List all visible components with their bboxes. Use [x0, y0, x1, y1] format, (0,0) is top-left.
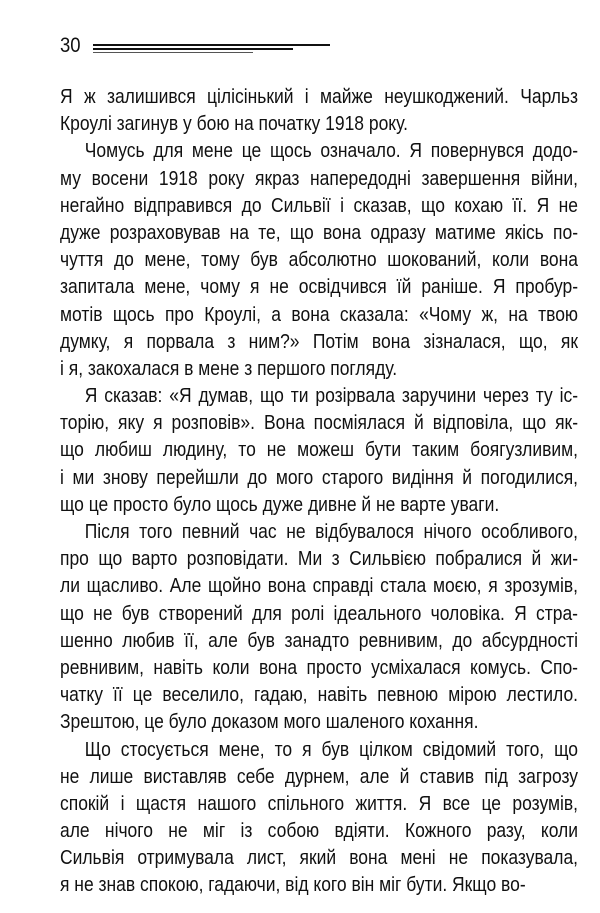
text-line-content: думку, я порвала з ним?» Потім вона зізналася, що, як [60, 329, 579, 353]
text-line [60, 382, 578, 409]
text-line [60, 627, 578, 654]
text-line-content: я не знав спокою, гадаючи, від кого він міг бути. Якщо во- [60, 873, 526, 897]
text-line [60, 165, 578, 192]
text-line [60, 871, 578, 898]
text-line [60, 192, 578, 219]
text-line-content: запитала мене, чому я не освідчився їй раніше. Я пробур- [60, 275, 579, 299]
text-line [60, 817, 578, 844]
text-line-content: що любиш людину, то не можеш бути таким боягузливим, [60, 438, 579, 462]
page-number: 30 [60, 34, 81, 57]
text-line [60, 600, 578, 627]
header-rule [93, 52, 253, 53]
text-line-content: і ми знову перейшли до мого старого видіння й погодилися, [60, 465, 579, 489]
text-line-content: Я ж залишився цілісінький і майже неушкоджений. Чарльз [60, 85, 579, 108]
text-line-content: що не був створений для ролі ідеального чоловіка. Я стра- [60, 601, 579, 625]
header-rule [93, 48, 293, 50]
text-line [60, 681, 578, 708]
text-line-content: ревнивим, навіть коли вона просто усміхалася комусь. Спо- [60, 655, 579, 679]
text-line-content: Чомусь для мене це щось означало. Я повернувся додо- [84, 139, 579, 163]
text-line-content: не лише виставляв себе дурнем, але й ставив під загрозу [60, 764, 579, 788]
text-line [60, 654, 578, 681]
text-line [60, 844, 578, 871]
text-line [60, 545, 578, 572]
text-line-content: чатку її це веселило, гадаю, навіть певною мірою лестило. [60, 683, 579, 707]
text-line-content: Я сказав: «Я думав, що ти розірвала заручини через ту іс- [84, 384, 579, 408]
text-line-content: Після того певний час не відбувалося нічого особливого, [84, 520, 579, 543]
text-line-content: Кроулі загинув у бою на початку 1918 року. [60, 112, 408, 136]
text-line [60, 110, 578, 137]
text-line-content: про що варто розповідати. Ми з Сильвією побралися й жи- [60, 547, 579, 571]
running-header [60, 34, 360, 60]
text-line [60, 572, 578, 599]
text-line-content: мотів щось про Кроулі, а вона сказала: «Чому ж, на твою [60, 302, 579, 326]
text-line-content: Що стосується мене, то я був цілком свідомий того, що [84, 737, 579, 761]
text-line-content: негайно відправився до Сильвії і сказав, що кохаю її. Я не [60, 193, 579, 217]
text-line-content: торію, яку я розповів». Вона посміялася й відповіла, що як- [60, 411, 579, 435]
text-line [60, 328, 578, 355]
text-line [60, 763, 578, 790]
page-body-text [60, 83, 578, 899]
text-line [60, 790, 578, 817]
text-line [60, 708, 578, 735]
text-line-content: шенно любив її, але був занадто ревнивим, до абсурдності [60, 628, 579, 652]
text-line-content: ли щасливо. Але щойно вона справді стала моєю, я зрозумів, [60, 574, 579, 598]
text-line-content: спокій і щастя нашого спільного життя. Я все це розумів, [60, 791, 579, 815]
text-line [60, 436, 578, 463]
text-line [60, 273, 578, 300]
text-line-content: Сильвія отримувала лист, який вона мені не показувала, [60, 846, 579, 870]
text-line-content: му восени 1918 року якраз напередодні завершення війни, [60, 166, 579, 190]
text-line [60, 491, 578, 518]
text-line [60, 464, 578, 491]
text-line-content: чуття до мене, тому був абсолютно шокований, коли вона [60, 248, 579, 272]
text-line [60, 219, 578, 246]
header-rule [93, 44, 330, 46]
text-line-content: але нічого не міг із собою вдіяти. Кожного разу, коли [60, 819, 579, 843]
text-line [60, 301, 578, 328]
text-line [60, 83, 578, 110]
text-line-content: і я, закохалася в мене з першого погляду. [60, 356, 398, 380]
text-line-content: що це просто було щось дуже дивне й не варте уваги. [60, 492, 500, 516]
text-line-content: Зрештою, це було доказом мого шаленого кохання. [60, 710, 479, 734]
text-line [60, 409, 578, 436]
text-line-content: дуже розраховував на те, що вона одразу матиме якісь по- [60, 220, 579, 244]
text-line [60, 137, 578, 164]
text-line [60, 355, 578, 382]
text-line [60, 246, 578, 273]
text-line [60, 736, 578, 763]
text-line [60, 518, 578, 545]
